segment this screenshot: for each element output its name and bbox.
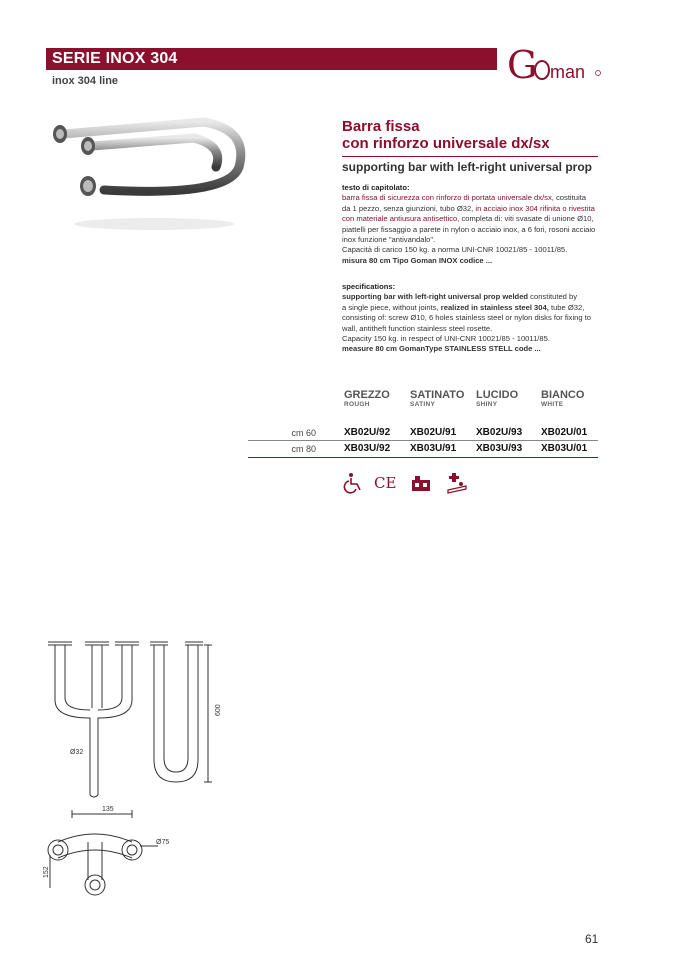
en-spec-line2b: realized in stainless steel 304, xyxy=(438,302,549,312)
finish-sublabel: SATINY xyxy=(410,401,436,408)
series-title: SERIE INOX 304 xyxy=(52,50,178,67)
it-spec-line3a: con materiale antiusura antisettico, xyxy=(342,214,460,224)
it-spec-line3b: completa di: viti svasate di unione Ø10, xyxy=(459,214,594,224)
product-title-line1: Barra fissa xyxy=(342,118,420,135)
page-number: 61 xyxy=(585,932,599,946)
row-label: cm 60 xyxy=(291,428,316,438)
it-spec-line5: inox funzione "antivandalo". xyxy=(342,235,436,245)
product-code: XB03U/91 xyxy=(410,443,457,454)
finish-lucido xyxy=(476,389,518,408)
product-code: XB03U/93 xyxy=(476,443,523,454)
dim-600-label: 600 xyxy=(215,704,222,716)
product-title-line2: con rinforzo universale dx/sx xyxy=(342,135,550,152)
product-subtitle: supporting bar with left-right universal prop xyxy=(342,160,593,174)
wheelchair-icon xyxy=(342,472,364,494)
svg-text:G: G xyxy=(507,43,538,86)
english-specification xyxy=(342,282,598,355)
finish-satinato xyxy=(410,389,464,408)
en-spec-line4: wall, antitheft function stainless steel rosette. xyxy=(342,323,493,333)
technical-drawing-front xyxy=(40,630,240,800)
svg-text:man: man xyxy=(550,62,586,82)
en-spec-line6: measure 80 cm GomanType STAINLESS STELL code ... xyxy=(342,344,541,354)
product-code: XB03U/92 xyxy=(344,443,391,454)
ce-mark-icon: CE xyxy=(374,474,397,492)
table-divider-bottom xyxy=(248,457,598,458)
italian-specification xyxy=(342,183,598,266)
en-spec-line2c: tube Ø32, xyxy=(548,302,585,312)
it-spec-line7: misura 80 cm Tipo Goman INOX codice ... xyxy=(342,255,493,265)
table-divider xyxy=(248,440,598,441)
dim-152-label: 152 xyxy=(43,866,50,878)
product-photo xyxy=(44,112,256,234)
dim-135-label: 135 xyxy=(102,806,114,813)
it-spec-line1b: costituita xyxy=(553,193,586,203)
product-code: XB03U/01 xyxy=(541,443,588,454)
it-spec-line2b: in acciaio inox 304 rifinita o rivestita xyxy=(473,203,595,213)
dim-32-label: Ø32 xyxy=(70,749,84,756)
finish-sublabel: ROUGH xyxy=(344,401,370,408)
finish-grezzo xyxy=(344,389,390,408)
it-spec-heading: testo di capitolato: xyxy=(342,183,410,192)
en-spec-line5: Capacity 150 kg. in respect of UNI-CNR 10021/85 - 10011/85. xyxy=(342,334,550,344)
finish-label: LUCIDO xyxy=(476,389,519,401)
finish-sublabel: SHINY xyxy=(476,401,498,408)
product-code: XB02U/93 xyxy=(476,427,523,438)
en-spec-line1a: supporting bar with left-right universal prop welded xyxy=(342,292,529,302)
dim-75-label: Ø75 xyxy=(156,839,170,846)
row-label: cm 80 xyxy=(291,444,316,454)
it-spec-line4: piattelli per fissaggio a parete in nylon o acciaio inox, a 6 fori, rosoni acciaio xyxy=(342,224,596,234)
finish-sublabel: WHITE xyxy=(541,401,564,408)
it-spec-line1a: barra fissa di sicurezza con rinforzo di portata universale dx/sx, xyxy=(342,193,554,203)
product-title xyxy=(342,118,550,152)
product-code: XB02U/01 xyxy=(541,427,588,438)
finish-label: SATINATO xyxy=(410,389,465,401)
it-spec-line6: Capacità di carico 150 kg. a norma UNI-CNR 10021/85 - 10011/85. xyxy=(342,245,568,255)
en-spec-heading: specifications: xyxy=(342,282,396,291)
hotel-icon xyxy=(410,472,432,494)
finish-bianco xyxy=(541,389,584,408)
title-rule xyxy=(342,156,598,157)
finish-label: BIANCO xyxy=(541,389,585,401)
finish-label: GREZZO xyxy=(344,389,390,401)
product-code: XB02U/92 xyxy=(344,427,391,438)
en-spec-line3: consisting of: screw Ø10, 6 holes stainless steel or nylon disks for fixing to xyxy=(342,313,592,323)
en-spec-line2a: a single piece, without joints, xyxy=(342,302,439,312)
medical-bed-icon xyxy=(446,472,468,494)
technical-drawing-top xyxy=(40,800,200,900)
en-spec-line1b: constituted by xyxy=(528,292,578,302)
series-subtitle: inox 304 line xyxy=(52,75,119,87)
goman-logo xyxy=(505,42,605,86)
it-spec-line2a: da 1 pezzo, senza giunzioni, tubo Ø32, xyxy=(342,203,474,213)
product-code: XB02U/91 xyxy=(410,427,457,438)
